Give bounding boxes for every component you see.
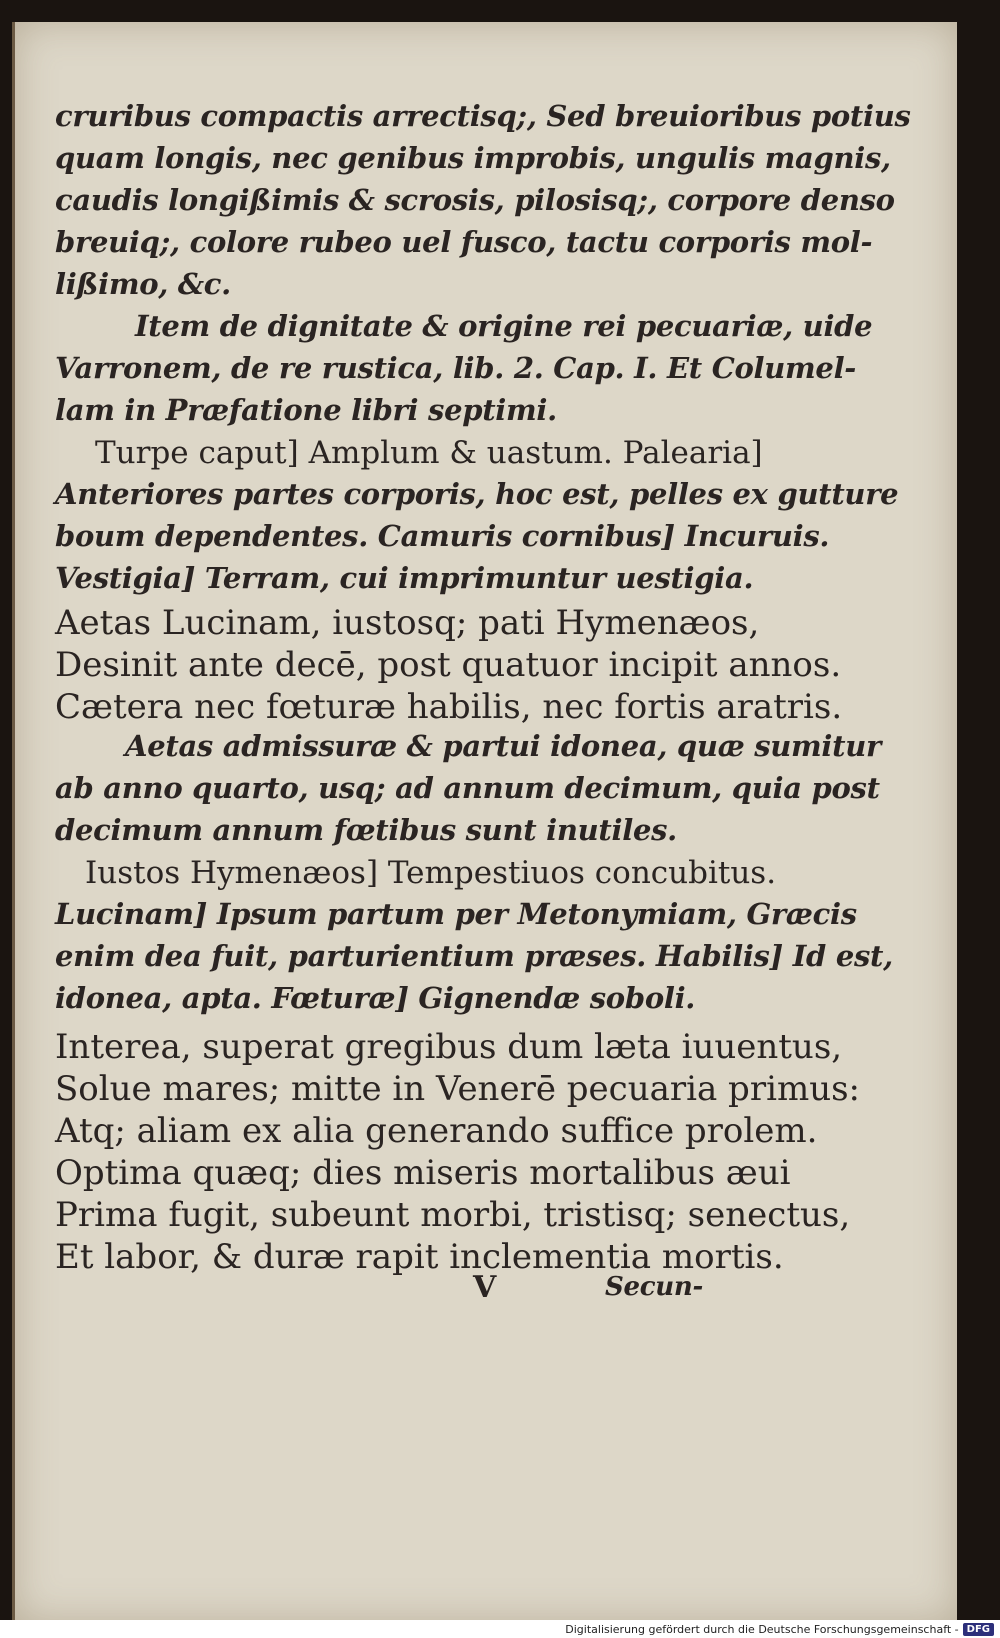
text-line: Solue mares; mitte in Venerē pecuaria primus: <box>55 1069 860 1109</box>
text-line: cruribus compactis arrectisq;, Sed breuioribus potius <box>55 99 911 133</box>
text-line: Cætera nec fœturæ habilis, nec fortis aratris. <box>55 687 843 727</box>
text-line: decimum annum fœtibus sunt inutiles. <box>55 813 677 847</box>
text-line: Varronem, de re rustica, lib. 2. Cap. I. Et Columel- <box>55 351 857 385</box>
text-line: Aetas admissuræ & partui idonea, quæ sumitur <box>125 729 881 763</box>
text-line: boum dependentes. Camuris cornibus] Incuruis. <box>55 519 830 553</box>
footer-credit: Digitalisierung gefördert durch die Deutsche Forschungsgemeinschaft - <box>565 1622 959 1636</box>
signature-mark: V <box>473 1270 497 1305</box>
text-line: Et labor, & duræ rapit inclementia mortis. <box>55 1237 784 1277</box>
text-line: enim dea fuit, parturientium præses. Habilis] Id est, <box>55 939 893 973</box>
footer-bar <box>0 1620 1000 1638</box>
text-line: Desinit ante decē, post quatuor incipit annos. <box>55 645 842 685</box>
dfg-logo: DFG <box>963 1623 994 1636</box>
text-line: Iustos Hymenæos] Tempestiuos concubitus. <box>85 855 777 891</box>
text-line: Lucinam] Ipsum partum per Metonymiam, Græcis <box>55 897 857 931</box>
text-line: lißimo, &c. <box>55 267 231 301</box>
text-line: Aetas Lucinam, iustosq; pati Hymenæos, <box>55 603 760 643</box>
book-page <box>12 22 957 1622</box>
text-line: caudis longißimis & scrosis, pilosisq;, corpore denso <box>55 183 895 217</box>
text-line: Turpe caput] Amplum & uastum. Palearia] <box>95 435 763 471</box>
text-line: Prima fugit, subeunt morbi, tristisq; senectus, <box>55 1195 851 1235</box>
text-line: Item de dignitate & origine rei pecuariæ, uide <box>135 309 873 343</box>
text-line: quam longis, nec genibus improbis, ungulis magnis, <box>55 141 891 175</box>
text-line: Atq; aliam ex alia generando suffice prolem. <box>55 1111 818 1151</box>
text-line: ab anno quarto, usq; ad annum decimum, quia post <box>55 771 880 805</box>
text-line: Anteriores partes corporis, hoc est, pelles ex gutture <box>55 477 899 511</box>
text-line: Vestigia] Terram, cui imprimuntur uestigia. <box>55 561 754 595</box>
text-line: Interea, superat gregibus dum læta iuuentus, <box>55 1027 843 1067</box>
text-line: idonea, apta. Fœturæ] Gignendæ soboli. <box>55 981 696 1015</box>
text-line: lam in Præfatione libri septimi. <box>55 393 557 427</box>
catchword: Secun- <box>605 1272 703 1302</box>
text-line: Optima quæq; dies miseris mortalibus æui <box>55 1153 791 1193</box>
text-line: breuiq;, colore rubeo uel fusco, tactu corporis mol- <box>55 225 873 259</box>
